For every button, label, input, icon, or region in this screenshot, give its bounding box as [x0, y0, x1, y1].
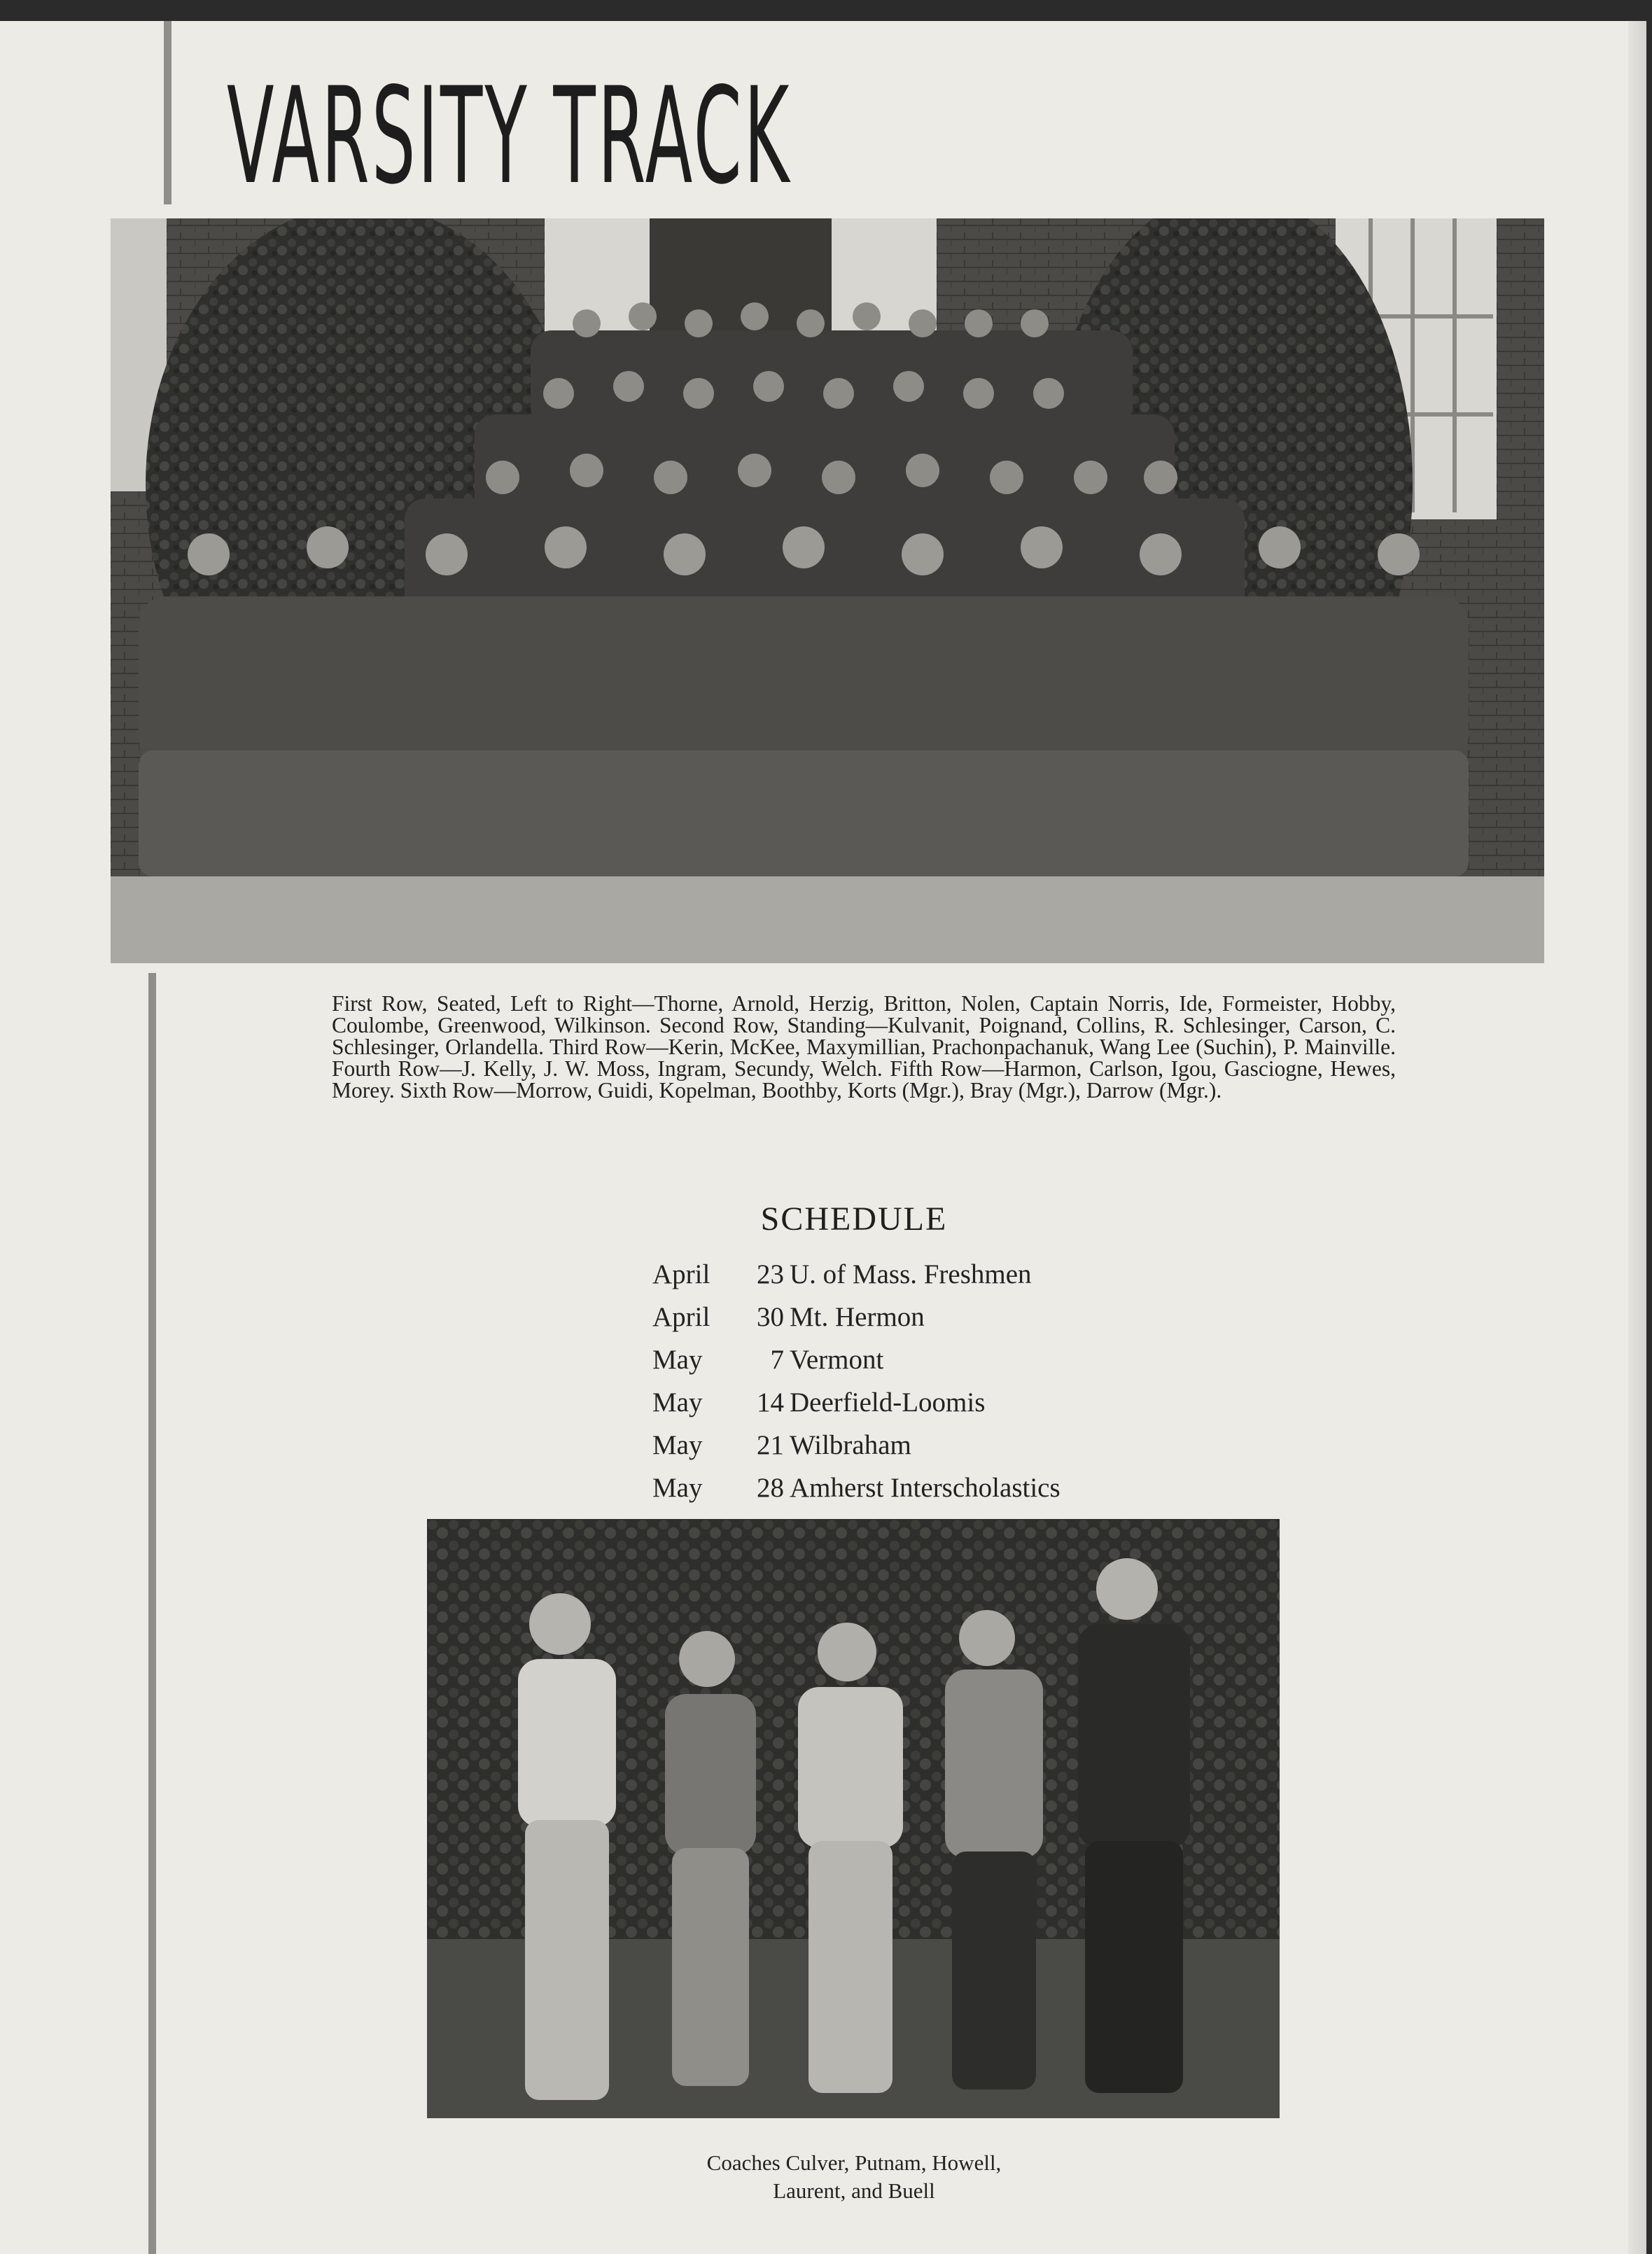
schedule-row — [652, 1472, 1212, 1515]
schedule-month: May — [652, 1430, 703, 1460]
schedule-event: Vermont — [790, 1345, 884, 1375]
yearbook-page — [0, 21, 1646, 2254]
coaches-photo — [427, 1519, 1280, 2118]
schedule-event: Wilbraham — [790, 1430, 911, 1460]
schedule-day: 28 — [757, 1473, 784, 1503]
schedule-day: 30 — [757, 1302, 784, 1332]
schedule-heading: SCHEDULE — [760, 1200, 948, 1238]
schedule-row — [652, 1344, 1212, 1387]
schedule-day: 21 — [757, 1430, 784, 1460]
vertical-rule-top — [164, 21, 172, 204]
schedule-row — [652, 1259, 1212, 1301]
schedule-day: 7 — [770, 1345, 784, 1375]
schedule-month: May — [652, 1387, 703, 1418]
coaches-photo-image — [427, 1519, 1280, 2118]
schedule-month: May — [652, 1345, 703, 1375]
schedule-month: May — [652, 1473, 703, 1503]
schedule-row — [652, 1301, 1212, 1344]
schedule-day: 23 — [757, 1259, 784, 1289]
page-edge — [1628, 21, 1646, 2254]
schedule-month: April — [652, 1302, 710, 1332]
schedule-event: U. of Mass. Freshmen — [790, 1259, 1032, 1289]
schedule-month: April — [652, 1259, 710, 1289]
team-photo-caption: First Row, Seated, Left to Right—Thorne, Arnold, Herzig, Britton, Nolen, Captain Norris, Ide, Formeister, Hobby, Coulombe, Greenwood, Wilkinson. Second Row, Standing—Kulvanit, Poignand, Collins, R. Schlesinger, Carson, C. Schlesinger, Orlandella. Third Row—Kerin, McKee, Maxymillian, Prachonpachanuk, Wang Lee (Suchin), P. Mainville. Fourth Row—J. Kelly, J. W. Moss, Ingram, Secundy, Welch. Fifth Row—Harmon, Carlson, Igou, Gasciogne, Hewes, Morey. Sixth Row—Morrow, Guidi, Kopelman, Boothby, Korts (Mgr.), Bray (Mgr.), Darrow (Mgr.). — [332, 991, 1396, 1102]
coaches-caption-line: Coaches Culver, Putnam, Howell, — [706, 2150, 1002, 2175]
schedule-day: 14 — [757, 1387, 784, 1418]
schedule-event: Deerfield-Loomis — [790, 1387, 986, 1418]
schedule-list — [652, 1259, 1212, 1515]
schedule-event: Mt. Hermon — [790, 1302, 925, 1332]
coaches-caption-line: Laurent, and Buell — [773, 2178, 935, 2203]
schedule-event: Amherst Interscholastics — [790, 1473, 1060, 1503]
schedule-row — [652, 1387, 1212, 1429]
schedule-row — [652, 1429, 1212, 1472]
page-title: VARSITY TRACK — [227, 59, 792, 214]
team-photo — [111, 218, 1544, 963]
coaches-photo-caption — [602, 2149, 1106, 2205]
team-photo-image — [111, 218, 1544, 963]
vertical-rule-bottom — [148, 973, 156, 2254]
